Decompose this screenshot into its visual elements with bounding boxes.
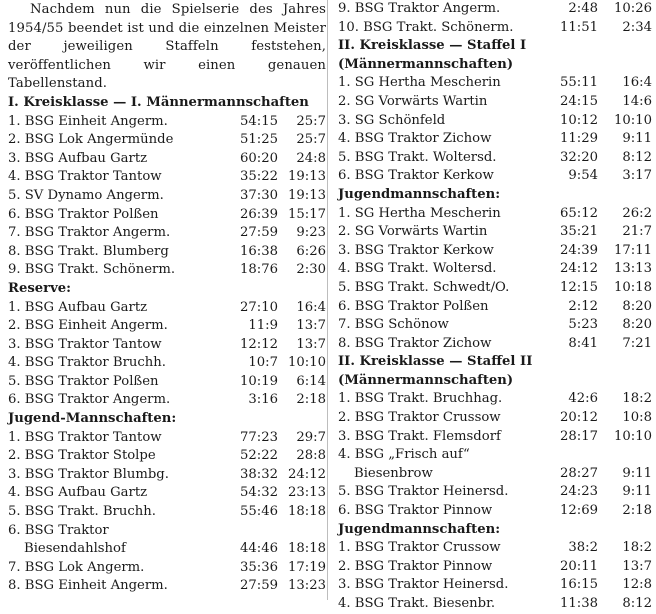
table-row xyxy=(338,298,652,317)
table-row xyxy=(8,206,326,225)
team-name: 2. BSG Einheit Angerm. xyxy=(8,318,168,334)
team-name: 5. BSG Trakt. Schwedt/O. xyxy=(338,279,510,295)
standings-table xyxy=(0,429,326,596)
points: 18:18 xyxy=(287,541,326,557)
team-name: 5. BSG Trakt. Bruchh. xyxy=(8,504,156,520)
points: 8:20 xyxy=(622,317,652,333)
table-row xyxy=(8,317,326,336)
table-row xyxy=(8,168,326,187)
points: 9:23 xyxy=(296,225,326,241)
goal-ratio xyxy=(228,522,278,541)
table-row xyxy=(8,336,326,355)
table-row xyxy=(338,409,652,428)
goal-ratio: 12:69 xyxy=(559,503,598,519)
points: 28:8 xyxy=(296,448,326,464)
points: 19:13 xyxy=(287,169,326,185)
points: 24:12 xyxy=(287,466,326,482)
table-row xyxy=(338,595,652,614)
points: 25:7 xyxy=(296,132,326,148)
points: 10:10 xyxy=(613,428,652,444)
standings-table xyxy=(330,74,652,186)
goal-ratio: 32:20 xyxy=(559,149,598,165)
goal-ratio: 38:2 xyxy=(568,540,598,556)
team-name: 1. SG Hertha Mescherin xyxy=(338,75,501,91)
points: 9:11 xyxy=(622,131,652,147)
goal-ratio: 11:38 xyxy=(559,596,598,611)
goal-ratio: 11:29 xyxy=(559,131,598,147)
goal-ratio: 8:41 xyxy=(568,335,598,351)
team-name: 3. BSG Traktor Kerkow xyxy=(338,242,494,258)
points: 10:10 xyxy=(613,112,652,128)
table-row xyxy=(338,316,652,335)
section-heading: Jugendmannschaften: xyxy=(338,186,501,202)
table-row xyxy=(8,224,326,243)
team-name: 1. BSG Aufbau Gartz xyxy=(8,299,148,315)
goal-ratio: 10:12 xyxy=(559,112,598,128)
points: 17:19 xyxy=(287,559,326,575)
points: 25:7 xyxy=(296,113,326,129)
section-heading: II. Kreisklasse — Staffel II (Männermannschaften) xyxy=(338,354,533,388)
table-row xyxy=(8,261,326,280)
team-name: 5. BSG Traktor Heinersd. xyxy=(338,484,509,500)
points: 18:18 xyxy=(287,504,326,520)
left-column xyxy=(0,0,326,596)
team-name: 2. BSG Traktor Crussow xyxy=(338,410,501,426)
points: 9:11 xyxy=(622,465,652,481)
table-row xyxy=(8,577,326,596)
points: 2:18 xyxy=(296,392,326,408)
team-name: 8. BSG Trakt. Blumberg xyxy=(8,243,169,259)
goal-ratio: 77:23 xyxy=(239,429,278,445)
goal-ratio: 11:51 xyxy=(559,19,598,35)
team-name: 5. BSG Trakt. Woltersd. xyxy=(338,149,497,165)
standings-table xyxy=(0,113,326,280)
points: 24:8 xyxy=(296,150,326,166)
team-name: 3. BSG Traktor Tantow xyxy=(8,336,162,352)
team-name: 5. BSG Traktor Polßen xyxy=(8,373,159,389)
points: 13:7 xyxy=(296,318,326,334)
team-name: 7. BSG Schönow xyxy=(338,317,449,333)
team-name: 3. BSG Aufbau Gartz xyxy=(8,150,148,166)
section-heading: Reserve: xyxy=(8,280,72,296)
team-name: 6. BSG Traktor Angerm. xyxy=(8,392,171,408)
table-row xyxy=(338,112,652,131)
table-row xyxy=(338,576,652,595)
team-name: 4. BSG Aufbau Gartz xyxy=(8,485,148,501)
column-divider xyxy=(327,0,328,600)
table-row xyxy=(338,279,652,298)
goal-ratio: 27:59 xyxy=(239,225,278,241)
goal-ratio: 35:36 xyxy=(239,559,278,575)
team-name: 10. BSG Trakt. Schönerm. xyxy=(338,19,514,35)
team-name: 1. SG Hertha Mescherin xyxy=(338,205,501,221)
team-name: 3. BSG Trakt. Flemsdorf xyxy=(338,428,501,444)
section-heading: I. Kreisklasse — I. Männermannschaften xyxy=(8,94,309,110)
standings-table xyxy=(330,390,652,520)
goal-ratio: 55:11 xyxy=(559,75,598,91)
team-name: 6. BSG Traktor Kerkow xyxy=(338,168,494,184)
points: 6:26 xyxy=(296,243,326,259)
table-row xyxy=(338,483,652,502)
table-row xyxy=(338,446,652,465)
team-name: 8. BSG Einheit Angerm. xyxy=(8,578,168,594)
table-row xyxy=(8,447,326,466)
goal-ratio: 10:7 xyxy=(248,355,278,371)
table-row xyxy=(8,299,326,318)
team-name: 6. BSG Traktor Polßen xyxy=(8,206,159,222)
section-heading: II. Kreisklasse — Staffel I (Männermannschaften) xyxy=(338,38,527,72)
goal-ratio xyxy=(548,446,598,465)
goal-ratio: 10:19 xyxy=(239,373,278,389)
team-name: 4. BSG Trakt. Woltersd. xyxy=(338,261,497,277)
table-row xyxy=(338,502,652,521)
team-name: 4. BSG Traktor Zichow xyxy=(338,131,492,147)
goal-ratio: 9:54 xyxy=(568,168,598,184)
points: 18:2 xyxy=(622,391,652,407)
points: 29:7 xyxy=(296,429,326,445)
points: 8:20 xyxy=(622,298,652,314)
points: 13:7 xyxy=(296,336,326,352)
team-name: 1. BSG Traktor Crussow xyxy=(338,540,501,556)
goal-ratio: 44:46 xyxy=(239,541,278,557)
goal-ratio: 65:12 xyxy=(559,205,598,221)
points: 12:8 xyxy=(622,577,652,593)
goal-ratio: 3:16 xyxy=(248,392,278,408)
table-row xyxy=(8,559,326,578)
goal-ratio: 28:27 xyxy=(559,465,598,481)
table-row xyxy=(338,0,652,19)
points: 16:4 xyxy=(296,299,326,315)
table-row xyxy=(8,484,326,503)
team-name: 2. BSG Traktor Stolpe xyxy=(8,448,156,464)
points: 17:11 xyxy=(613,242,652,258)
points: 10:10 xyxy=(287,355,326,371)
points: 8:12 xyxy=(622,596,652,611)
team-name: 3. BSG Traktor Heinersd. xyxy=(338,577,509,593)
goal-ratio: 51:25 xyxy=(239,132,278,148)
points: 7:21 xyxy=(622,335,652,351)
table-row xyxy=(338,74,652,93)
team-name: 5. SV Dynamo Angerm. xyxy=(8,187,164,203)
team-name: 4. BSG „Frisch auf“ xyxy=(338,447,470,463)
table-row xyxy=(338,465,652,484)
table-row xyxy=(338,130,652,149)
goal-ratio: 55:46 xyxy=(239,504,278,520)
goal-ratio: 26:39 xyxy=(239,206,278,222)
table-row xyxy=(338,223,652,242)
team-name: 4. BSG Trakt. Biesenbr. xyxy=(338,596,496,611)
team-name: 6. BSG Traktor Pinnow xyxy=(338,503,493,519)
table-row xyxy=(8,113,326,132)
goal-ratio: 16:38 xyxy=(239,243,278,259)
team-name: 2. BSG Traktor Pinnow xyxy=(338,558,493,574)
intro-paragraph: Nachdem nun die Spielserie des Jahres 1954/55 beendet ist und die einzelnen Meister der jeweiligen Staffeln feststehen, veröffentlichen wir einen genauen Tabellenstand. xyxy=(8,2,326,92)
points xyxy=(598,446,652,465)
points: 2:34 xyxy=(622,19,652,35)
table-row xyxy=(8,243,326,262)
team-name: 9. BSG Traktor Angerm. xyxy=(338,1,501,16)
points xyxy=(278,522,326,541)
points: 13:7 xyxy=(622,558,652,574)
table-row xyxy=(8,150,326,169)
goal-ratio: 2:48 xyxy=(568,1,598,16)
team-name: 4. BSG Traktor Tantow xyxy=(8,169,162,185)
points: 10:26 xyxy=(613,1,652,16)
team-name: 2. BSG Lok Angermünde xyxy=(8,132,174,148)
team-name: 2. SG Vorwärts Wartin xyxy=(338,224,488,240)
table-row xyxy=(8,429,326,448)
team-name: 8. BSG Traktor Zichow xyxy=(338,335,492,351)
table-row xyxy=(8,131,326,150)
section-heading: Jugendmannschaften: xyxy=(338,521,501,537)
standings-table xyxy=(0,299,326,411)
table-row xyxy=(338,205,652,224)
goal-ratio: 52:22 xyxy=(239,448,278,464)
points: 16:4 xyxy=(622,75,652,91)
points: 13:23 xyxy=(287,578,326,594)
points: 2:18 xyxy=(622,503,652,519)
goal-ratio: 18:76 xyxy=(239,262,278,278)
team-name: 3. SG Schönfeld xyxy=(338,112,446,128)
goal-ratio: 27:10 xyxy=(239,299,278,315)
team-name: 9. BSG Trakt. Schönerm. xyxy=(8,262,176,278)
section-heading: Jugend-Mannschaften: xyxy=(8,411,177,427)
goal-ratio: 2:12 xyxy=(568,298,598,314)
goal-ratio: 35:22 xyxy=(239,169,278,185)
goal-ratio: 54:15 xyxy=(239,113,278,129)
points: 8:12 xyxy=(622,149,652,165)
goal-ratio: 11:9 xyxy=(248,318,278,334)
table-row xyxy=(338,558,652,577)
team-name: 1. BSG Einheit Angerm. xyxy=(8,113,168,129)
team-name: 2. SG Vorwärts Wartin xyxy=(338,93,488,109)
goal-ratio: 20:12 xyxy=(559,410,598,426)
goal-ratio: 24:23 xyxy=(559,484,598,500)
points: 13:13 xyxy=(613,261,652,277)
table-row xyxy=(8,391,326,410)
team-name: 1. BSG Traktor Tantow xyxy=(8,429,162,445)
team-name: Biesenbrow xyxy=(354,465,433,481)
team-name: 6. BSG Traktor xyxy=(8,522,109,538)
table-row xyxy=(8,187,326,206)
standings-table xyxy=(330,205,652,354)
table-row xyxy=(338,242,652,261)
table-row xyxy=(338,428,652,447)
team-name: 1. BSG Trakt. Bruchhag. xyxy=(338,391,503,407)
points: 10:8 xyxy=(622,410,652,426)
points: 18:2 xyxy=(622,540,652,556)
points: 10:18 xyxy=(613,279,652,295)
goal-ratio: 54:32 xyxy=(239,485,278,501)
points: 21:7 xyxy=(622,224,652,240)
goal-ratio: 24:39 xyxy=(559,242,598,258)
standings-table xyxy=(330,539,652,613)
goal-ratio: 38:32 xyxy=(239,466,278,482)
table-row xyxy=(338,539,652,558)
table-row xyxy=(338,19,652,38)
goal-ratio: 12:15 xyxy=(559,279,598,295)
table-row xyxy=(338,167,652,186)
points: 23:13 xyxy=(287,485,326,501)
team-name: 6. BSG Traktor Polßen xyxy=(338,298,489,314)
points: 26:2 xyxy=(622,205,652,221)
table-row xyxy=(8,466,326,485)
points: 6:14 xyxy=(296,373,326,389)
team-name: 4. BSG Traktor Bruchh. xyxy=(8,355,166,371)
points: 19:13 xyxy=(287,187,326,203)
table-row xyxy=(338,390,652,409)
team-name: 7. BSG Traktor Angerm. xyxy=(8,225,171,241)
goal-ratio: 28:17 xyxy=(559,428,598,444)
team-name: 3. BSG Traktor Blumbg. xyxy=(8,466,169,482)
table-row xyxy=(8,354,326,373)
table-row xyxy=(338,260,652,279)
points: 14:6 xyxy=(622,93,652,109)
table-row xyxy=(8,373,326,392)
goal-ratio: 37:30 xyxy=(239,187,278,203)
goal-ratio: 24:12 xyxy=(559,261,598,277)
goal-ratio: 16:15 xyxy=(559,577,598,593)
table-row xyxy=(8,540,326,559)
points: 3:17 xyxy=(622,168,652,184)
right-column xyxy=(330,0,652,614)
goal-ratio: 35:21 xyxy=(559,224,598,240)
team-name: 7. BSG Lok Angerm. xyxy=(8,559,145,575)
points: 2:30 xyxy=(296,262,326,278)
standings-table xyxy=(330,0,652,37)
goal-ratio: 42:6 xyxy=(568,391,598,407)
table-row xyxy=(338,149,652,168)
team-name: Biesendahlshof xyxy=(24,541,126,557)
goal-ratio: 12:12 xyxy=(239,336,278,352)
table-row xyxy=(338,93,652,112)
goal-ratio: 27:59 xyxy=(239,578,278,594)
goal-ratio: 60:20 xyxy=(239,150,278,166)
goal-ratio: 5:23 xyxy=(568,317,598,333)
goal-ratio: 24:15 xyxy=(559,93,598,109)
points: 15:17 xyxy=(287,206,326,222)
table-row xyxy=(8,503,326,522)
goal-ratio: 20:11 xyxy=(559,558,598,574)
table-row xyxy=(8,522,326,541)
points: 9:11 xyxy=(622,484,652,500)
table-row xyxy=(338,335,652,354)
